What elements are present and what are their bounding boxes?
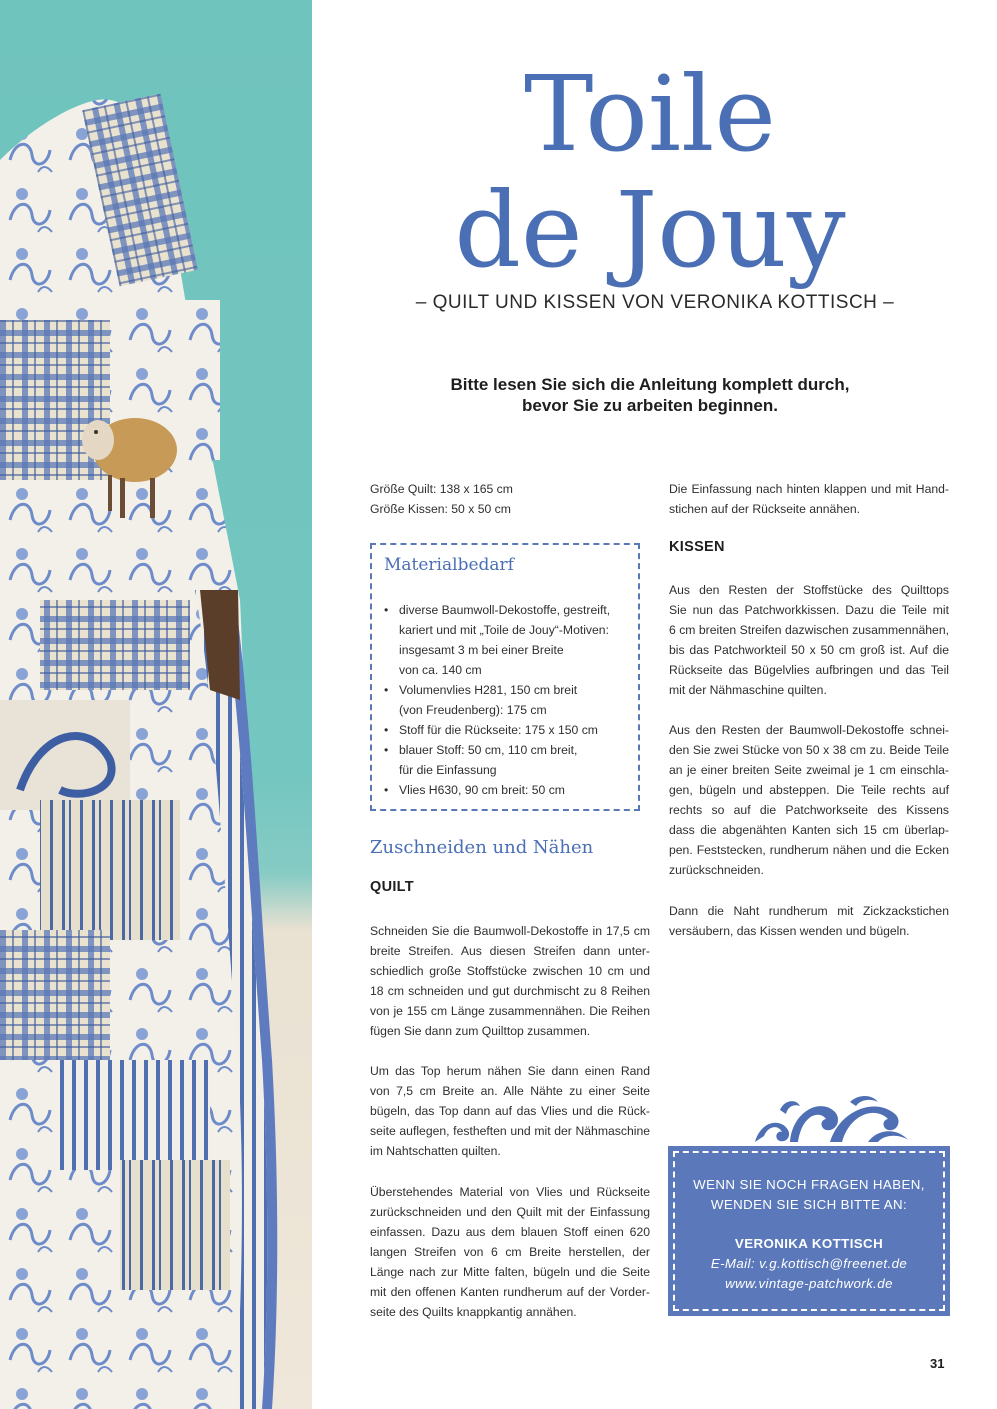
text-line: mit den offenen Kanten rundherum auf der Vorder- <box>370 1285 650 1299</box>
materials-item-cont: für die Einfassung <box>399 763 497 777</box>
swirl-ornament-icon <box>750 1092 915 1147</box>
text-line: Länge nach zur Mitte falten, bügeln und die Seite <box>370 1265 650 1279</box>
text-line: seite des Quilts knappkantig annähen. <box>370 1305 577 1319</box>
text-line: fügen Sie dann zum Quilttop zusammen. <box>370 1024 591 1038</box>
text-line: dass die abgenähten Kanten sich 15 cm überlap- <box>669 823 949 837</box>
cutting-heading: Zuschneiden und Nähen <box>370 837 594 858</box>
text-line: den Sie zwei Stücke von 50 x 38 cm zu. Beide Teile <box>669 743 949 757</box>
text-line: seite auflegen, festheften und mit der Nähmaschine <box>370 1124 650 1138</box>
text-line: von je 155 cm Länge zusammennähen. Die Reihen <box>370 1004 650 1018</box>
contact-line-2: WENDEN SIE SICH BITTE AN: <box>710 1197 908 1212</box>
text-line: bis das Patchworkteil 50 x 50 cm groß ist. Auf die <box>669 643 949 657</box>
text-line: Aus den Resten der Stoffstücke des Quilttops <box>669 583 949 597</box>
contact-email-link[interactable]: E-Mail: v.g.kottisch@freenet.de <box>710 1256 908 1271</box>
materials-heading: Materialbedarf <box>384 555 514 575</box>
materials-item: • Vlies H630, 90 cm breit: 50 cm <box>384 783 565 797</box>
text-line: rechts so auf die Patchworkseite des Kissens <box>669 803 949 817</box>
materials-item: • Volumenvlies H281, 150 cm breit <box>384 683 578 697</box>
title-line-1: Toile <box>524 53 776 175</box>
text-line: versäubern, das Kissen wenden und bügeln. <box>669 924 910 938</box>
text-line: Überstehendes Material von Vlies und Rückseite <box>370 1185 650 1199</box>
text-line: bügeln, das Top dann auf das Vlies und die Rück- <box>370 1104 650 1118</box>
quilt-photo <box>0 0 312 1409</box>
materials-item-cont: von ca. 140 cm <box>399 663 482 677</box>
text-line: an je einer breiten Seite zweimal je 1 cm einschla- <box>669 763 949 777</box>
contact-line-1: WENN SIE NOCH FRAGEN HABEN, <box>693 1177 925 1192</box>
contact-box <box>668 1146 950 1316</box>
materials-item-cont: insgesamt 3 m bei einer Breite <box>399 643 564 657</box>
text-line: zurückschneiden. <box>669 863 764 877</box>
intro-line-1: Bitte lesen Sie sich die Anleitung komplett durch, <box>450 375 850 394</box>
intro-line-2: bevor Sie zu arbeiten beginnen. <box>522 396 778 415</box>
text-line: 18 cm schneiden und gut durchmischt zu 8 Reihen <box>370 984 650 998</box>
materials-item-cont: (von Freudenberg): 175 cm <box>399 703 547 717</box>
page-number: 31 <box>930 1356 945 1371</box>
text-line: Die Einfassung nach hinten klappen und mit Hand- <box>669 482 949 496</box>
text-line: im Nahtschatten quilten. <box>370 1144 501 1158</box>
text-line: schiedlich große Stoffstücke zwischen 10 cm und <box>370 964 650 978</box>
subtitle: – QUILT UND KISSEN VON VERONIKA KOTTISCH – <box>415 292 895 313</box>
materials-item: • Stoff für die Rückseite: 175 x 150 cm <box>384 723 598 737</box>
contact-box-inner <box>673 1151 945 1311</box>
size-pillow: Größe Kissen: 50 x 50 cm <box>370 502 511 516</box>
text-line: 6 cm breiten Streifen dazwischen zusammennähen, <box>669 623 949 637</box>
text-line: Schneiden Sie die Baumwoll-Dekostoffe in 17,5 cm <box>370 924 650 938</box>
text-line: breite Streifen. Aus diesen Streifen dann unter- <box>370 944 650 958</box>
text-line: Um das Top herum nähen Sie dann einen Rand <box>370 1064 650 1078</box>
quilt-photo-illustration <box>0 0 312 1409</box>
materials-item: • diverse Baumwoll-Dekostoffe, gestreift, <box>384 603 611 617</box>
contact-name: VERONIKA KOTTISCH <box>734 1236 884 1251</box>
text-line: einfassen. Dazu aus dem blauen Stoff einen 620 <box>370 1225 650 1239</box>
text-line: stichen auf der Rückseite annähen. <box>669 502 861 516</box>
text-line: zurückschneiden und den Quilt mit der Einfassung <box>370 1205 650 1219</box>
title-line-2: de Jouy <box>454 169 846 291</box>
text-line: Rückseite das Bügelvlies aufbringen und das Teil <box>669 663 949 677</box>
materials-item-cont: kariert und mit „Toile de Jouy“-Motiven: <box>399 623 609 637</box>
text-line: Dann die Naht rundherum mit Zickzackstichen <box>669 904 949 918</box>
text-line: von 7,5 cm Breite an. Alle Nähte zu einer Seite <box>370 1084 650 1098</box>
text-line: langen Streifen von 6 cm Breite herstellen, der <box>370 1245 650 1259</box>
intro-note <box>380 374 920 416</box>
kissen-heading: KISSEN <box>669 539 725 555</box>
text-line: gen, bügeln und absteppen. Die Teile rechts auf <box>669 783 949 797</box>
text-line: pen. Feststecken, rundherum nähen und die Ecken <box>669 843 949 857</box>
text-line: Aus den Resten der Baumwoll-Dekostoffe schnei- <box>669 723 949 737</box>
materials-item: • blauer Stoff: 50 cm, 110 cm breit, <box>384 743 578 757</box>
contact-website-link[interactable]: www.vintage-patchwork.de <box>725 1276 893 1291</box>
quilt-heading: QUILT <box>370 879 414 895</box>
size-quilt: Größe Quilt: 138 x 165 cm <box>370 482 513 496</box>
text-line: mit der Nähmaschine quilten. <box>669 683 827 697</box>
text-line: Sie nun das Patchworkkissen. Dazu die Teile mit <box>669 603 949 617</box>
